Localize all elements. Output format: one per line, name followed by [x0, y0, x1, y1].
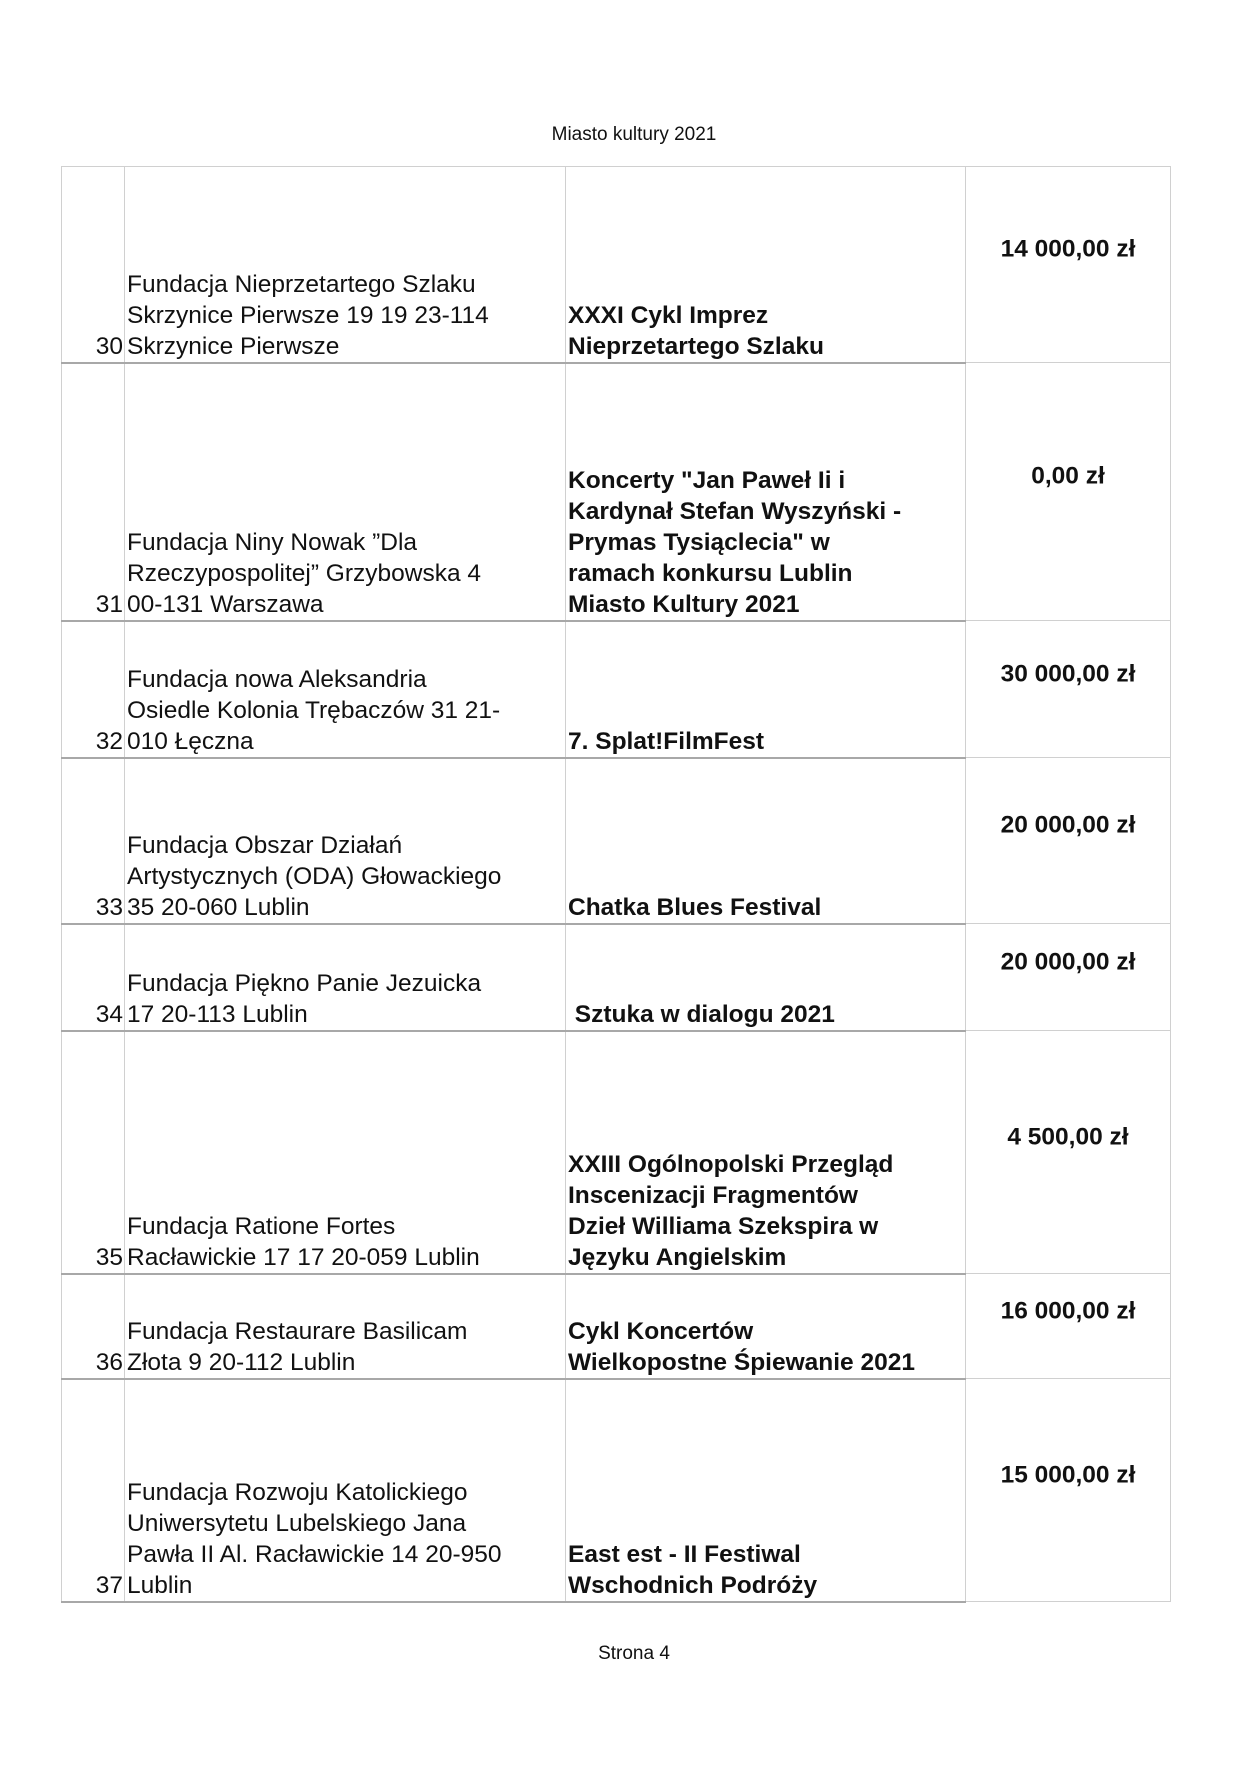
- table-row: [62, 167, 1171, 363]
- project-line: Dzieł Williama Szekspira w: [568, 1212, 879, 1240]
- organization-line: Skrzynice Pierwsze 19 19 23-114: [127, 301, 489, 329]
- amount-value: 0,00 zł: [1031, 462, 1105, 490]
- project-line: Inscenizacji Fragmentów: [568, 1181, 858, 1209]
- organization-line: 010 Łęczna: [127, 727, 254, 755]
- row-number: 30: [62, 167, 125, 363]
- project-line: Miasto Kultury 2021: [568, 590, 800, 618]
- project-line: Języku Angielskim: [568, 1243, 787, 1271]
- organization-line: Fundacja Piękno Panie Jezuicka: [127, 969, 482, 997]
- project-cell: [566, 621, 966, 758]
- project-cell: [566, 1274, 966, 1379]
- project-line: XXXI Cykl Imprez: [568, 301, 769, 329]
- organization-line: Fundacja Nieprzetartego Szlaku: [127, 270, 476, 298]
- project-line: Cykl Koncertów: [568, 1317, 754, 1345]
- project-cell: [566, 758, 966, 924]
- organization-line: 00-131 Warszawa: [127, 590, 324, 618]
- project-line: East est - II Festiwal: [568, 1540, 801, 1568]
- table-row: [62, 1379, 1171, 1602]
- project-line: Wielkopostne Śpiewanie 2021: [568, 1348, 915, 1376]
- table-row: [62, 924, 1171, 1031]
- project-line: Kardynał Stefan Wyszyński -: [568, 497, 902, 525]
- amount-value: 14 000,00 zł: [1000, 235, 1136, 263]
- organization-line: Uniwersytetu Lubelskiego Jana: [127, 1509, 467, 1537]
- organization-line: Fundacja Ratione Fortes: [127, 1212, 396, 1240]
- row-number: 34: [62, 924, 125, 1031]
- table-row: [62, 1031, 1171, 1274]
- table-row: [62, 1274, 1171, 1379]
- organization-line: Fundacja Niny Nowak ”Dla: [127, 528, 418, 556]
- project-cell: [566, 167, 966, 363]
- grants-table: [61, 166, 1171, 1603]
- amount-cell: [966, 167, 1171, 363]
- organization-line: Rzeczypospolitej” Grzybowska 4: [127, 559, 482, 587]
- amount-cell: [966, 924, 1171, 1031]
- organization-cell: [125, 758, 566, 924]
- row-number: 33: [62, 758, 125, 924]
- organization-line: Skrzynice Pierwsze: [127, 332, 340, 360]
- project-line: Wschodnich Podróży: [568, 1571, 818, 1599]
- organization-line: Fundacja Rozwoju Katolickiego: [127, 1478, 468, 1506]
- amount-cell: [966, 363, 1171, 621]
- organization-line: Fundacja nowa Aleksandria: [127, 665, 427, 693]
- amount-cell: [966, 1031, 1171, 1274]
- amount-value: 20 000,00 zł: [1000, 948, 1136, 975]
- organization-cell: [125, 924, 566, 1031]
- organization-line: Fundacja Obszar Działań: [127, 831, 403, 859]
- organization-line: Fundacja Restaurare Basilicam: [127, 1317, 468, 1345]
- organization-line: 17 20-113 Lublin: [127, 1000, 308, 1028]
- amount-value: 16 000,00 zł: [1000, 1297, 1136, 1324]
- organization-cell: [125, 621, 566, 758]
- project-line: XXIII Ogólnopolski Przegląd: [568, 1150, 894, 1178]
- amount-cell: [966, 758, 1171, 924]
- page-header: Miasto kultury 2021: [551, 124, 717, 145]
- project-cell: [566, 1379, 966, 1602]
- project-cell: [566, 363, 966, 621]
- project-line: Koncerty "Jan Paweł Ii i: [568, 466, 846, 494]
- page-footer: Strona 4: [598, 1643, 670, 1664]
- project-line: ramach konkursu Lublin: [568, 559, 853, 587]
- row-number: 36: [62, 1274, 125, 1379]
- project-line: Nieprzetartego Szlaku: [568, 332, 824, 360]
- organization-line: Złota 9 20-112 Lublin: [127, 1348, 356, 1376]
- organization-cell: [125, 363, 566, 621]
- project-line: Chatka Blues Festival: [568, 893, 822, 921]
- amount-cell: [966, 1274, 1171, 1379]
- amount-cell: [966, 621, 1171, 758]
- row-number: 37: [62, 1379, 125, 1602]
- row-number: 32: [62, 621, 125, 758]
- organization-line: Osiedle Kolonia Trębaczów 31 21-: [127, 696, 501, 724]
- row-number: 35: [62, 1031, 125, 1274]
- project-line: Prymas Tysiąclecia" w: [568, 528, 830, 556]
- organization-cell: [125, 167, 566, 363]
- organization-line: Artystycznych (ODA) Głowackiego: [127, 862, 502, 890]
- organization-cell: [125, 1379, 566, 1602]
- row-number: 31: [62, 363, 125, 621]
- organization-line: 35 20-060 Lublin: [127, 893, 310, 921]
- organization-line: Racławickie 17 17 20-059 Lublin: [127, 1243, 480, 1271]
- amount-value: 15 000,00 zł: [1000, 1461, 1136, 1488]
- organization-line: Pawła II Al. Racławickie 14 20-950: [127, 1540, 502, 1568]
- organization-line: Lublin: [127, 1571, 193, 1599]
- project-cell: [566, 924, 966, 1031]
- project-line: 7. Splat!FilmFest: [568, 727, 765, 755]
- organization-cell: [125, 1274, 566, 1379]
- amount-value: 4 500,00 zł: [1007, 1123, 1129, 1150]
- table-row: [62, 363, 1171, 621]
- table-row: [62, 758, 1171, 924]
- project-cell: [566, 1031, 966, 1274]
- project-line: Sztuka w dialogu 2021: [568, 1000, 835, 1028]
- organization-cell: [125, 1031, 566, 1274]
- table-row: [62, 621, 1171, 758]
- amount-cell: [966, 1379, 1171, 1602]
- amount-value: 20 000,00 zł: [1000, 811, 1136, 839]
- amount-value: 30 000,00 zł: [1000, 660, 1136, 687]
